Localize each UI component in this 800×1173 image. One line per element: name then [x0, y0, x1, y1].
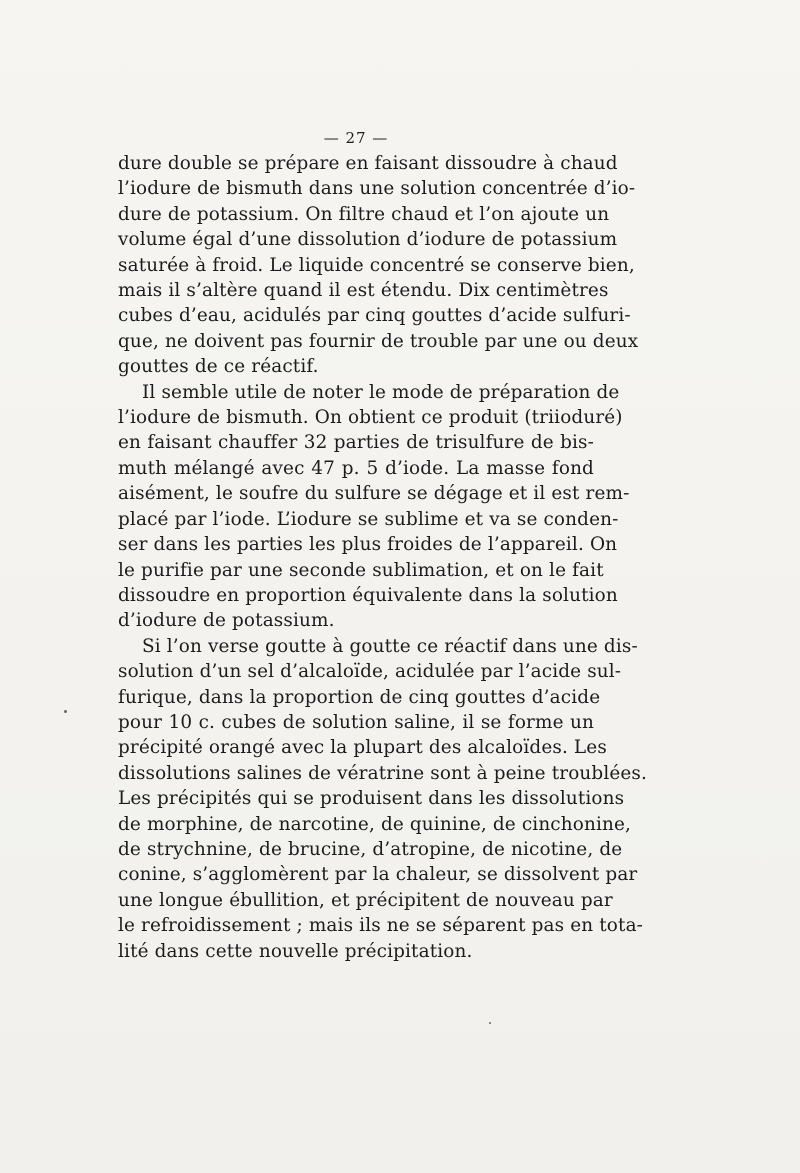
text-line: précipité orangé avec la plupart des alcaloïdes. Les — [118, 737, 607, 759]
text-line: dissoudre en proportion équivalente dans la solution — [118, 584, 618, 606]
text-line: de morphine, de narcotine, de quinine, de cinchonine, — [118, 813, 632, 835]
text-line: volume égal d’une dissolution d’iodure de potassium — [118, 229, 618, 251]
text-line: le refroidissement ; mais ils ne se séparent pas en tota- — [118, 915, 644, 937]
text-line: le purifie par une seconde sublimation, et on le fait — [118, 559, 604, 581]
text-line: d’iodure de potassium. — [118, 610, 335, 632]
text-line: placé par l’iode. L’iodure se sublime et va se conden- — [118, 508, 619, 530]
text-line: Il semble utile de noter le mode de préparation de — [142, 381, 620, 403]
text-line: solution d’un sel d’alcaloïde, acidulée par l’acide sul- — [118, 661, 622, 683]
text-line: dure de potassium. On filtre chaud et l’on ajoute un — [118, 203, 610, 225]
text-line: Les précipités qui se produisent dans les dissolutions — [118, 788, 625, 810]
paragraph-container — [118, 151, 648, 964]
text-line: muth mélangé avec 47 p. 5 d’iode. La masse fond — [118, 457, 594, 479]
paragraph — [118, 634, 648, 964]
text-line: que, ne doivent pas fournir de trouble par une ou deux — [118, 330, 639, 352]
print-speck — [489, 1022, 491, 1024]
text-line: l’iodure de bismuth dans une solution concentrée d’io- — [118, 178, 636, 200]
text-line: Si l’on verse goutte à goutte ce réactif dans une dis- — [142, 635, 638, 657]
text-line: saturée à froid. Le liquide concentré se conserve bien, — [118, 254, 635, 276]
text-line: conine, s’agglomèrent par la chaleur, se dissolvent par — [118, 864, 638, 886]
text-line: en faisant chauffer 32 parties de trisulfure de bis- — [118, 432, 594, 454]
text-line: cubes d’eau, acidulés par cinq gouttes d’acide sulfuri- — [118, 305, 631, 327]
text-line: ser dans les parties les plus froides de l’appareil. On — [118, 534, 618, 556]
text-line: furique, dans la proportion de cinq gouttes d’acide — [118, 686, 601, 708]
text-line: aisément, le soufre du sulfure se dégage et il est rem- — [118, 483, 630, 505]
text-block — [118, 128, 648, 964]
text-line: pour 10 c. cubes de solution saline, il se forme un — [118, 711, 594, 733]
paragraph — [118, 151, 639, 380]
text-line: une longue ébullition, et précipitent de nouveau par — [118, 889, 613, 911]
print-speck — [64, 710, 67, 713]
text-line: mais il s’altère quand il est étendu. Dix centimètres — [118, 280, 609, 302]
text-line: dure double se prépare en faisant dissoudre à chaud — [118, 153, 618, 174]
paragraph — [118, 380, 630, 634]
text-line: lité dans cette nouvelle précipitation. — [118, 940, 473, 962]
text-line: dissolutions salines de vératrine sont à peine troublées. — [118, 762, 648, 784]
page-number: — 27 — — [323, 129, 389, 147]
text-line: l’iodure de bismuth. On obtient ce produit (triioduré) — [118, 407, 623, 429]
text-line: de strychnine, de brucine, d’atropine, de nicotine, de — [118, 838, 623, 860]
text-line: gouttes de ce réactif. — [118, 356, 319, 378]
